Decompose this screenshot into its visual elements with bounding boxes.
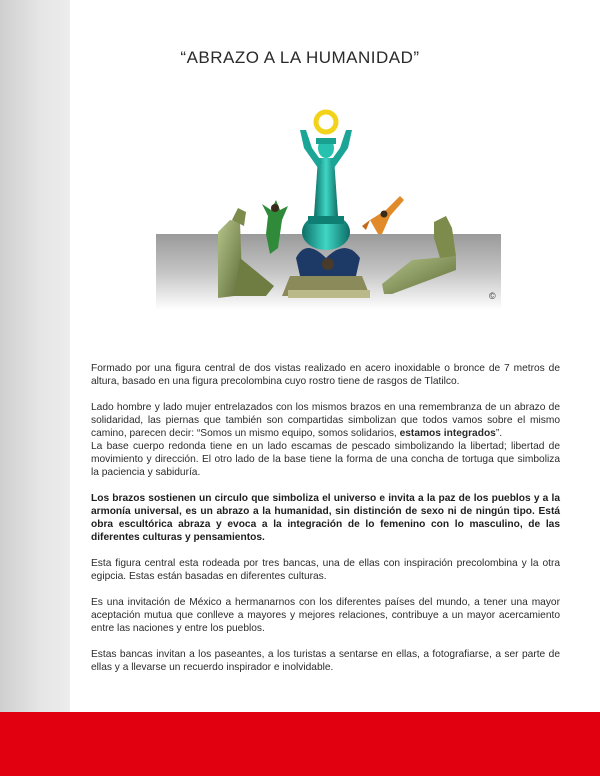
sculpture-illustration [156, 108, 501, 310]
paragraph-3: La base cuerpo redonda tiene en un lado escamas de pescado simbolizando la libertad; libertad de movimiento y dirección. El otro lado de la base tiene la forma de una concha de tortuga que simboliza la paciencia y sabiduría. [91, 441, 560, 478]
paragraph-2 [91, 401, 560, 440]
sculpture-svg [156, 108, 501, 310]
central-sculpture [300, 130, 352, 250]
golden-ring [316, 112, 336, 132]
paragraph-4-bold: Los brazos sostienen un circulo que simboliza el universo e invita a la paz de los pueblos y a la armonía universal, es un abrazo a la humanidad, sin distinción de sexo ni de ningún tipo. Está obra escultórica abraza y evoca a la integración de lo femenino con lo masculino, de las diferentes culturas y pensamientos. [91, 493, 560, 543]
page-title: “ABRAZO A LA HUMANIDAD” [180, 48, 420, 67]
paragraph-7: Estas bancas invitan a los paseantes, a los turistas a sentarse en ellas, a fotografiarse, a ser parte de ellas y a llevarse un recuerdo inspirador e inolvidable. [91, 649, 560, 673]
right-dancer-figure [362, 196, 404, 234]
paragraph-6: Es una invitación de México a hermanarnos con los diferentes países del mundo, a tener una mayor aceptación mutua que conlleve a mayores y mejores relaciones, contribuye a un mayor acercamiento entre las naciones y entre los pueblos. [91, 597, 560, 634]
small-figure [322, 258, 334, 270]
footer-red-band [0, 712, 600, 776]
paragraph-2-close: ”. [495, 428, 503, 439]
paragraph-2-text: Lado hombre y lado mujer entrelazados con los mismos brazos en una remembranza de un abrazo de solidaridad, las piernas que también son compartidas simbolizan que todos vamos sobre el mismo camino, parecen decir: “Somos un mismo equipo, somos solidarios, [91, 402, 560, 439]
paragraph-1: Formado por una figura central de dos vistas realizado en acero inoxidable o bronce de 7 metros de altura, basado en una figura precolombina cuyo rostro tiene de rasgos de Tlatilco. [91, 363, 560, 387]
paragraph-5: Esta figura central esta rodeada por tres bancas, una de ellas con inspiración precolombina y la otra egipcia. Estas están basadas en diferentes culturas. [91, 558, 560, 582]
left-margin-band [0, 0, 70, 712]
copyright-mark: © [489, 291, 496, 301]
paragraph-4 [91, 492, 560, 544]
body-text [91, 362, 560, 687]
paragraph-2-emphasis: estamos integrados [399, 428, 496, 439]
